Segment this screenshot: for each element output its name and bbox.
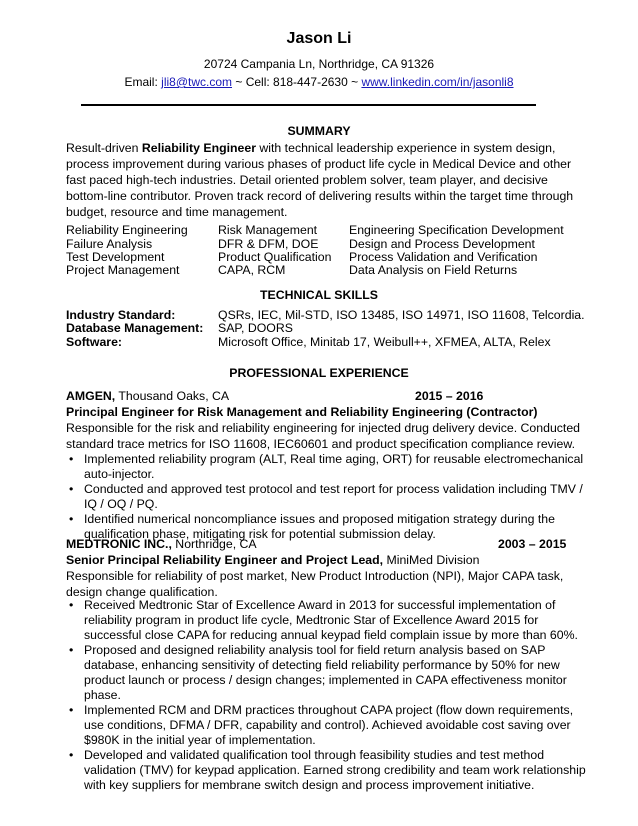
skill-cell: Project Management (66, 263, 180, 277)
cell-phone: ~ Cell: 818-447-2630 ~ (232, 75, 362, 89)
employer-name: AMGEN, (66, 389, 116, 403)
summary-heading: SUMMARY (287, 124, 351, 138)
bullet-text: Received Medtronic Star of Excellence Award in 2013 for successful implementation of reliability program in product life cycle, Medtronic Star of Excellence Award 2015 for successful close CAPA for reducing annual keypad field complain issue by more than 60%. (84, 598, 578, 642)
experience-heading: PROFESSIONAL EXPERIENCE (229, 366, 409, 380)
bullet-text: Conducted and approved test protocol and test report for process validation including TMV / IQ / OQ / PQ. (84, 482, 583, 511)
employer-location: Northridge, CA (171, 537, 257, 551)
skill-cell: Test Development (66, 250, 165, 264)
bullet-icon: • (69, 482, 74, 496)
skill-cell: CAPA, RCM (218, 263, 286, 277)
contact-line (0, 75, 638, 89)
skill-cell: Engineering Specification Development (349, 223, 564, 237)
bullet-text: Identified numerical noncompliance issues and proposed mitigation strategy during the qualification phase, mitigating risk for potential submission delay. (84, 512, 555, 541)
header-divider (81, 104, 536, 106)
list-item (66, 703, 586, 748)
list-item (66, 452, 586, 482)
summary-intro-prefix: Result-driven (66, 141, 142, 155)
job-bullets (66, 598, 586, 793)
list-item (66, 643, 586, 703)
tech-skill-value: Microsoft Office, Minitab 17, Weibull++, XFMEA, ALTA, Relex (218, 335, 551, 349)
summary-intro-bold: Reliability Engineer (141, 141, 256, 155)
tech-skill-label: Software: (66, 335, 123, 349)
job-description: Responsible for the risk and reliability engineering for injected drug delivery device. Conducted standard trace metrics for ISO 11608, IEC60601 and product specification compliance review. (66, 421, 581, 451)
job-dates: 2015 – 2016 (415, 389, 484, 403)
skill-cell: Failure Analysis (66, 237, 153, 251)
employer-name: MEDTRONIC INC., (66, 537, 172, 551)
bullet-text: Implemented reliability program (ALT, Real time aging, ORT) for reusable electromechanical auto-injector. (84, 452, 584, 481)
job-title-text: Principal Engineer for Risk Management and Reliability Engineering (Contractor) (66, 405, 538, 419)
list-item (66, 748, 586, 793)
linkedin-link[interactable]: www.linkedin.com/in/jasonli8 (361, 75, 514, 89)
list-item (66, 482, 586, 512)
job-bullets (66, 452, 586, 542)
job-title (66, 552, 586, 568)
skill-cell: DFR & DFM, DOE (218, 237, 319, 251)
bullet-icon: • (69, 452, 74, 466)
skill-cell: Product Qualification (218, 250, 332, 264)
address: 20724 Campania Ln, Northridge, CA 91326 (203, 57, 435, 71)
bullet-text: Implemented RCM and DRM practices throughout CAPA project (flow down requirements, use conditions, DFMA / DFR, capability and control). Achieved avoidable cost saving over $980K in the initial year of implementation. (84, 703, 574, 747)
tech-skill-label: Database Management: (66, 321, 204, 335)
employer-location: Thousand Oaks, CA (115, 389, 230, 403)
skill-cell: Design and Process Development (349, 237, 535, 251)
bullet-icon: • (69, 512, 74, 526)
bullet-text: Developed and validated qualification tool through feasibility studies and test method validation (TMV) for keypad application. Earned strong credibility and team work relationship with key suppliers for membrane switch design and process improvement initiative. (84, 748, 586, 792)
candidate-name: Jason Li (286, 30, 352, 47)
skill-cell: Reliability Engineering (66, 223, 188, 237)
summary-intro-rest: with technical leadership experience in system design, process improvement during various phases of product life cycle in Medical Device and other fast paced high-tech industries. Detail oriented problem solver, team player, and decisive bottom-line contributor. Proven track record of delivering results within the target time through budget, resource and time management. (66, 141, 574, 219)
email-link[interactable]: jli8@twc.com (161, 75, 233, 89)
email-label: Email: (124, 75, 162, 89)
technical-skills-heading: TECHNICAL SKILLS (260, 288, 378, 302)
list-item (66, 598, 586, 643)
bullet-icon: • (69, 703, 74, 717)
job-title (66, 404, 586, 420)
employer-line (66, 388, 229, 404)
bullet-icon: • (69, 643, 74, 657)
job-title-extra: MiniMed Division (383, 553, 480, 567)
bullet-icon: • (69, 748, 74, 762)
job-header (66, 536, 576, 552)
job-title-text: Senior Principal Reliability Engineer and Project Lead, (66, 553, 384, 567)
skill-cell: Process Validation and Verification (349, 250, 538, 264)
job-header (66, 388, 576, 404)
tech-skill-value: QSRs, IEC, Mil-STD, ISO 13485, ISO 14971, ISO 11608, Telcordia. (218, 308, 585, 322)
job-description: Responsible for reliability of post market, New Product Introduction (NPI), Major CAPA task, design change qualification. (66, 569, 564, 599)
employer-line (66, 536, 257, 552)
skill-cell: Data Analysis on Field Returns (349, 263, 518, 277)
tech-skill-value: SAP, DOORS (218, 321, 293, 335)
skill-cell: Risk Management (218, 223, 318, 237)
bullet-icon: • (69, 598, 74, 612)
job-dates: 2003 – 2015 (498, 537, 567, 551)
bullet-text: Proposed and designed reliability analysis tool for field return analysis based on SAP database, enhancing sensitivity of detecting field reliability performance by 50% for new product launch or process / design changes; implemented in CAPA effectiveness monitor phase. (84, 643, 567, 702)
tech-skill-label: Industry Standard: (66, 308, 176, 322)
summary-paragraph (66, 140, 586, 220)
